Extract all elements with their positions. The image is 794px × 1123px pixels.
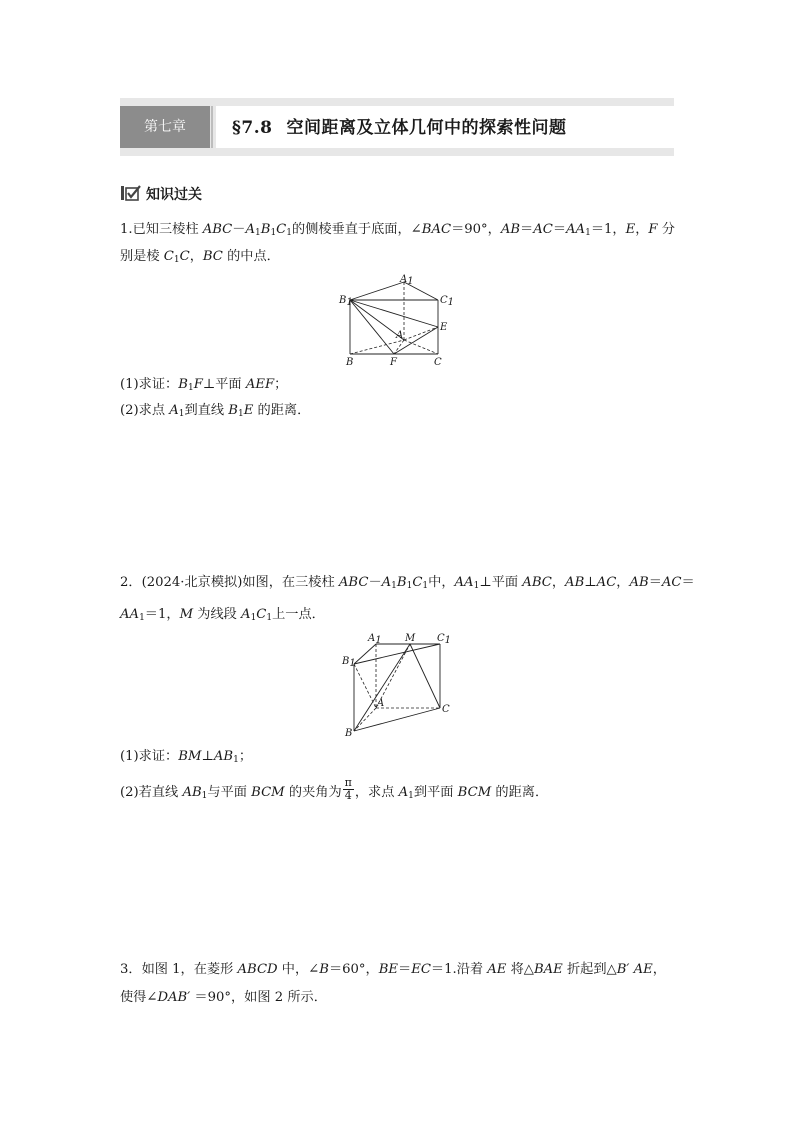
problem-2-question-2 <box>120 778 548 808</box>
math: ABC <box>202 222 233 237</box>
problem-3-line-2 <box>120 983 327 1013</box>
math: B <box>396 575 407 590</box>
math: BE <box>378 962 399 977</box>
fraction-pi-over-4 <box>343 777 354 802</box>
subscript: 1 <box>255 228 261 238</box>
section-title <box>232 113 566 138</box>
math: A <box>398 785 409 800</box>
text: 到直线 <box>184 403 229 418</box>
text: 到平面 <box>413 785 458 800</box>
math: BCM <box>251 785 285 800</box>
math: A <box>381 575 392 590</box>
math: C <box>256 607 267 622</box>
section-number: §7.8 <box>232 118 273 138</box>
subscript: 1 <box>233 755 239 765</box>
math: B′ AE <box>616 962 653 977</box>
vertex-label-A: A <box>377 698 385 709</box>
math: C <box>179 249 190 264</box>
problem-3-line-1 <box>120 955 666 985</box>
math: AB <box>213 749 234 764</box>
subscript: 1 <box>178 409 185 419</box>
vertex-label-C1: C1 <box>440 295 455 308</box>
vertex-label-M: M <box>405 633 416 644</box>
text: (1)求证： <box>120 377 179 392</box>
text: ＝90°， <box>451 222 501 237</box>
math: AA <box>566 222 586 237</box>
text: 2．(2024·北京模拟)如图，在三棱柱 <box>120 575 339 590</box>
math: AA <box>454 575 474 590</box>
math: EC <box>411 962 431 977</box>
math: ABC <box>338 575 369 590</box>
text: － <box>232 222 246 237</box>
subscript: 1 <box>408 791 414 801</box>
vertex-label-B: B <box>345 728 353 739</box>
problem-1-line-1 <box>120 215 675 245</box>
math: ABCD <box>237 962 278 977</box>
subscript: 1 <box>187 383 194 393</box>
math: C <box>412 575 423 590</box>
text: ＝ <box>520 222 534 237</box>
subscript: 1 <box>585 228 591 238</box>
problem-1-question-2 <box>120 396 310 426</box>
checkbox-check-icon <box>121 185 141 201</box>
math: A <box>241 607 251 622</box>
text: ⊥ <box>584 575 597 590</box>
math: E <box>625 222 636 237</box>
math: AC <box>661 575 682 590</box>
text: ＝ <box>681 575 695 590</box>
text: 3．如图 1，在菱形 <box>120 962 238 977</box>
text: (2)若直线 <box>120 785 183 800</box>
vertex-label-B: B <box>346 357 354 368</box>
subscript: 1 <box>173 255 180 265</box>
math: BAC <box>421 222 452 237</box>
vertex-label-B1: B1 <box>342 656 356 669</box>
subscript: 1 <box>286 228 292 238</box>
text: ， <box>652 962 666 977</box>
math: AB <box>629 575 649 590</box>
math: A <box>245 222 255 237</box>
text: 中，∠ <box>277 962 320 977</box>
text: － <box>368 575 382 590</box>
subscript: 1 <box>266 613 273 623</box>
text: ＝60°， <box>328 962 379 977</box>
fraction-denominator: 4 <box>344 789 352 802</box>
math: E <box>243 403 254 418</box>
vertex-label-C1: C1 <box>437 633 452 646</box>
math: AC <box>533 222 553 237</box>
text: ， <box>551 575 566 590</box>
math: F <box>648 222 658 237</box>
math: BCM <box>457 785 492 800</box>
math: ABC <box>522 575 552 590</box>
math: B <box>178 377 188 392</box>
text: 中， <box>428 575 455 590</box>
subscript: 1 <box>139 613 145 623</box>
vertex-label-B1: B1 <box>339 295 353 308</box>
text: 的距离． <box>491 785 549 800</box>
subscript: 1 <box>237 409 244 419</box>
vertex-label-E: E <box>440 322 448 333</box>
problem-2-line-1 <box>120 568 695 598</box>
math: BC <box>202 249 223 264</box>
text: 与平面 <box>207 785 252 800</box>
text: 折起到△ <box>562 962 617 977</box>
vertex-label-A1: A1 <box>400 274 414 287</box>
subscript: 1 <box>406 581 413 591</box>
text: ＝1， <box>144 607 180 622</box>
text: ； <box>274 377 288 392</box>
math: B <box>260 222 271 237</box>
math: C <box>276 222 287 237</box>
fraction-numerator: π <box>344 776 352 789</box>
math: A <box>169 403 179 418</box>
text: ＝1.沿着 <box>430 962 488 977</box>
math: AB <box>182 785 202 800</box>
math: AA <box>120 607 140 622</box>
text: 的距离． <box>253 403 311 418</box>
text: 的夹角为 <box>284 785 342 800</box>
knowledge-heading: 知识过关 <box>146 187 202 203</box>
problem-2-line-2 <box>120 600 325 630</box>
math: BM <box>178 749 202 764</box>
chapter-label: 第七章 <box>120 106 210 148</box>
text: ＝1， <box>590 222 626 237</box>
math: DAB′ <box>157 990 191 1005</box>
math: B <box>228 403 238 418</box>
text: 分 <box>657 222 675 237</box>
subscript: 1 <box>473 581 480 591</box>
text: 1.已知三棱柱 <box>120 222 203 237</box>
text: ⊥ <box>201 749 214 764</box>
math: BAE <box>533 962 563 977</box>
text: ＝ <box>398 962 412 977</box>
text: 将△ <box>506 962 534 977</box>
text: ， <box>189 249 203 264</box>
text: ， <box>635 222 649 237</box>
text: 上一点． <box>272 607 325 622</box>
problem-2-prism-figure <box>334 628 460 740</box>
problem-1-prism-figure <box>334 270 460 370</box>
text: ⊥平面 <box>202 377 246 392</box>
text: ＝ <box>552 222 567 237</box>
header-divider <box>211 106 213 148</box>
vertex-label-C: C <box>442 704 450 715</box>
subscript: 1 <box>201 791 208 801</box>
math: B <box>319 962 329 977</box>
problem-1-line-2 <box>120 242 280 272</box>
text: ＝90°，如图 2 所示． <box>190 990 327 1005</box>
subscript: 1 <box>270 228 277 238</box>
math: AEF <box>245 377 275 392</box>
subscript: 1 <box>250 613 257 623</box>
math: M <box>179 607 194 622</box>
text: ， <box>616 575 630 590</box>
section-title-text: 空间距离及立体几何中的探索性问题 <box>286 118 567 138</box>
math: AE <box>487 962 507 977</box>
text: 别是棱 <box>120 249 164 264</box>
text: ，求点 <box>354 785 399 800</box>
text: (2)求点 <box>120 403 170 418</box>
text: 的侧棱垂直于底面，∠ <box>292 222 422 237</box>
text: ； <box>238 749 252 764</box>
vertex-label-F: F <box>390 357 397 368</box>
vertex-label-A: A <box>396 330 404 341</box>
vertex-label-A1: A1 <box>368 633 382 646</box>
text: ⊥平面 <box>479 575 523 590</box>
text: 为线段 <box>193 607 242 622</box>
problem-2-question-1 <box>120 742 252 772</box>
vertex-label-C: C <box>434 357 442 368</box>
math: AB <box>500 222 521 237</box>
math: F <box>193 377 203 392</box>
text: 的中点． <box>222 249 280 264</box>
text: (1)求证： <box>120 749 179 764</box>
math: C <box>163 249 174 264</box>
text: ＝ <box>648 575 662 590</box>
math: AB <box>565 575 585 590</box>
math: AC <box>596 575 617 590</box>
text: 使得∠ <box>120 990 158 1005</box>
subscript: 1 <box>391 581 397 591</box>
subscript: 1 <box>422 581 429 591</box>
